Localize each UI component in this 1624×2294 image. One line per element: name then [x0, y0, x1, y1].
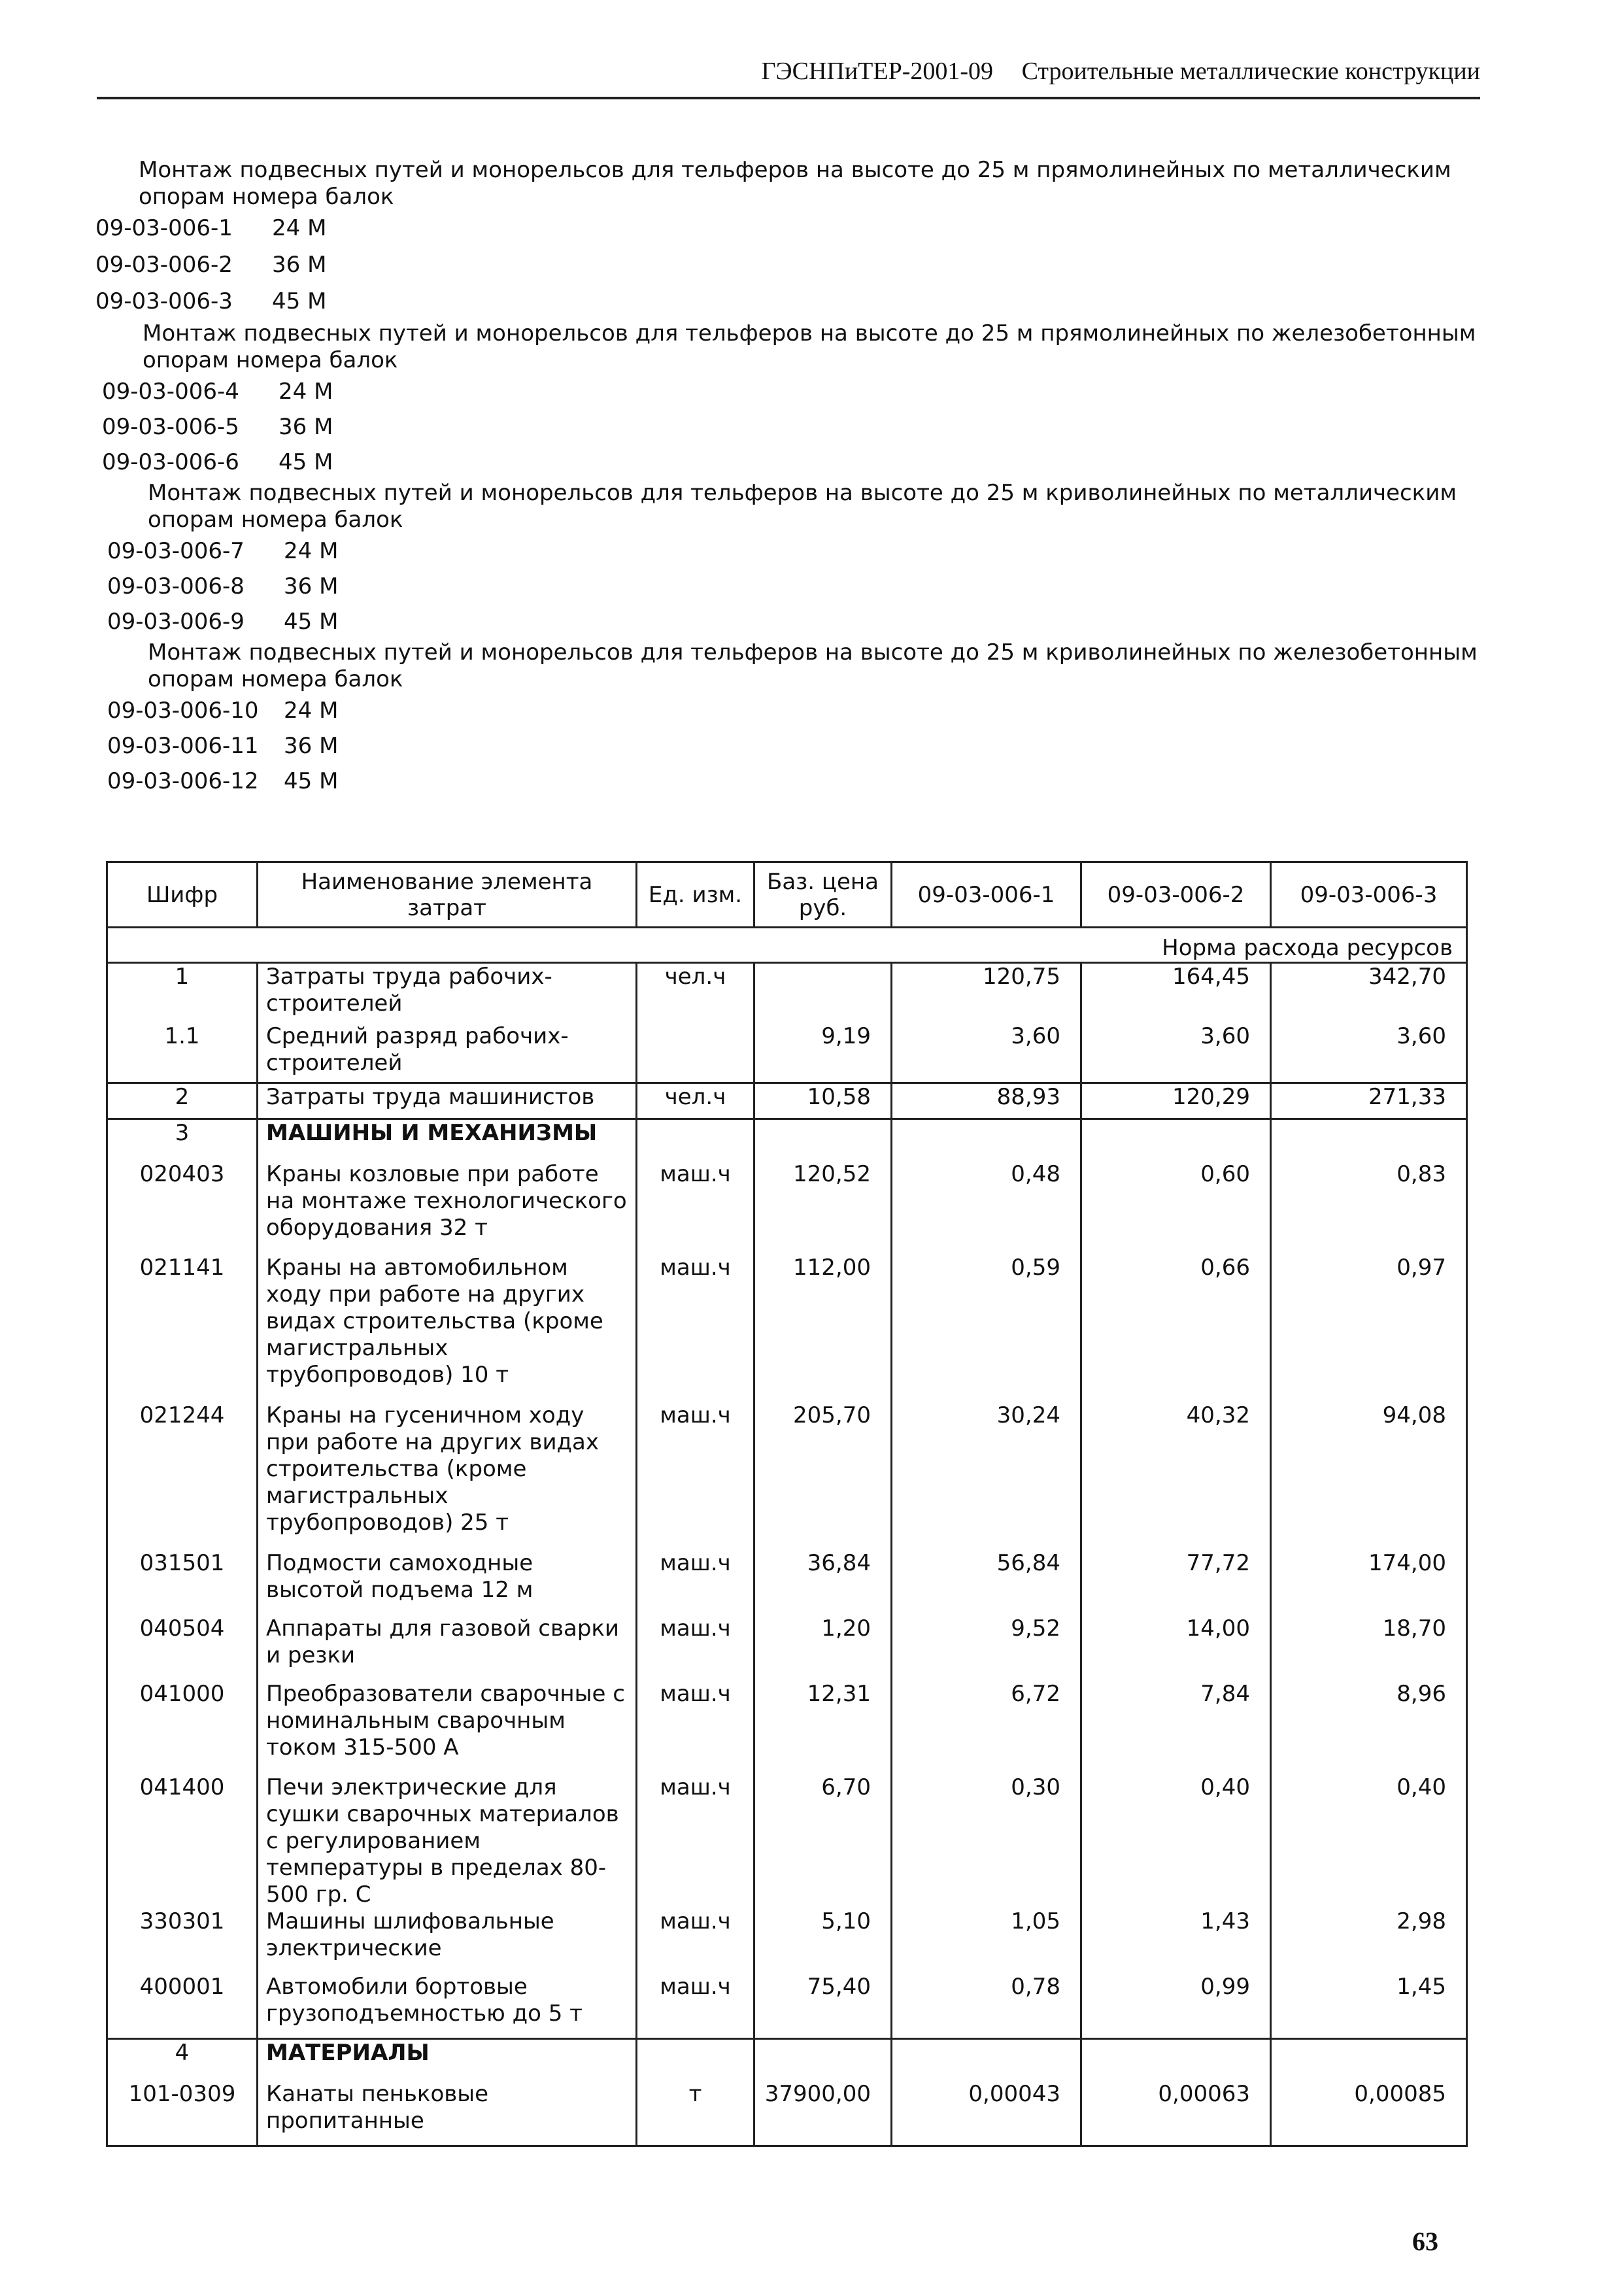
group-title: Монтаж подвесных путей и монорельсов для тельферов на высоте до 25 м криволинейных по металлическим опорам номера балок	[148, 480, 1457, 533]
code: 09-03-006-6	[102, 449, 239, 475]
cell-norm-3: 342,70	[1271, 963, 1467, 1023]
cell-name: Машины шлифовальные электрические	[258, 1908, 637, 1974]
cell-unit: маш.ч	[637, 1974, 754, 2039]
cell-unit: маш.ч	[637, 1615, 754, 1681]
code-row	[102, 409, 1484, 445]
cell-code: 021141	[107, 1255, 258, 1402]
code: 09-03-006-8	[107, 573, 245, 599]
cell-norm-1	[892, 1119, 1081, 1161]
code-row	[107, 604, 1484, 639]
cell-price: 6,70	[754, 1774, 892, 1908]
code-row	[95, 211, 1484, 247]
doc-code: ГЭСНПиТЕР-2001-09	[761, 58, 994, 85]
cell-norm-2: 0,60	[1081, 1161, 1271, 1255]
table-row	[107, 1161, 1467, 1255]
col-header-name: Наименование элемента затрат	[258, 862, 637, 928]
code: 09-03-006-11	[107, 733, 259, 759]
cell-name: Краны козловые при работе на монтаже технологического оборудования 32 т	[258, 1161, 637, 1255]
cell-norm-3: 3,60	[1271, 1023, 1467, 1083]
cell-name: Подмости самоходные высотой подъема 12 м	[258, 1550, 637, 1615]
code: 09-03-006-1	[95, 215, 233, 241]
cell-price	[754, 1119, 892, 1161]
cell-norm-2: 14,00	[1081, 1615, 1271, 1681]
intro-group	[95, 157, 1484, 320]
cell-code: 041000	[107, 1681, 258, 1774]
cell-norm-1: 88,93	[892, 1083, 1081, 1119]
cell-price: 205,70	[754, 1402, 892, 1550]
code-row	[107, 533, 1484, 569]
cell-norm-1: 6,72	[892, 1681, 1081, 1774]
cell-code: 101-0309	[107, 2081, 258, 2146]
cell-code: 040504	[107, 1615, 258, 1681]
cell-norm-1: 1,05	[892, 1908, 1081, 1974]
cell-norm-3	[1271, 1119, 1467, 1161]
cell-price: 120,52	[754, 1161, 892, 1255]
cell-unit: маш.ч	[637, 1402, 754, 1550]
beam-number: 45 М	[284, 609, 339, 635]
beam-number: 45 М	[272, 288, 327, 314]
cell-norm-1: 56,84	[892, 1550, 1081, 1615]
beam-number: 36 М	[284, 573, 339, 599]
code: 09-03-006-4	[102, 379, 239, 405]
code: 09-03-006-10	[107, 698, 259, 724]
cell-unit: маш.ч	[637, 1550, 754, 1615]
cell-unit: маш.ч	[637, 1774, 754, 1908]
cell-price: 1,20	[754, 1615, 892, 1681]
cell-price	[754, 2039, 892, 2081]
cell-norm-1: 0,30	[892, 1774, 1081, 1908]
cell-norm-2	[1081, 1119, 1271, 1161]
col-header-norm-3: 09-03-006-3	[1271, 862, 1467, 928]
cell-norm-3: 0,40	[1271, 1774, 1467, 1908]
cell-name: Аппараты для газовой сварки и резки	[258, 1615, 637, 1681]
cell-norm-3: 2,98	[1271, 1908, 1467, 1974]
section-heading: МАТЕРИАЛЫ	[258, 2039, 637, 2081]
cell-code: 021244	[107, 1402, 258, 1550]
cell-price: 37900,00	[754, 2081, 892, 2146]
cell-norm-2: 0,00063	[1081, 2081, 1271, 2146]
cell-price: 75,40	[754, 1974, 892, 2039]
running-header	[97, 46, 1480, 99]
cell-code: 3	[107, 1119, 258, 1161]
table-row	[107, 1774, 1467, 1908]
cell-norm-3: 8,96	[1271, 1681, 1467, 1774]
cell-name: Краны на автомобильном ходу при работе на других видах строительства (кроме магистральных трубопроводов) 10 т	[258, 1255, 637, 1402]
cell-code: 1.1	[107, 1023, 258, 1083]
cell-norm-3: 0,83	[1271, 1161, 1467, 1255]
page-number: 63	[1412, 2227, 1438, 2256]
code-row	[107, 569, 1484, 604]
intro-block	[95, 157, 1484, 799]
cell-code: 1	[107, 963, 258, 1023]
cell-name: Канаты пеньковые пропитанные	[258, 2081, 637, 2146]
cell-code: 031501	[107, 1550, 258, 1615]
cell-norm-2: 7,84	[1081, 1681, 1271, 1774]
cell-code: 4	[107, 2039, 258, 2081]
group-title: Монтаж подвесных путей и монорельсов для тельферов на высоте до 25 м криволинейных по железобетонным опорам номера балок	[148, 639, 1478, 692]
table-row	[107, 1402, 1467, 1550]
table-row	[107, 2039, 1467, 2081]
col-header-price: Баз. цена руб.	[754, 862, 892, 928]
cell-code: 020403	[107, 1161, 258, 1255]
cell-norm-1: 0,78	[892, 1974, 1081, 2039]
beam-number: 24 М	[279, 379, 333, 405]
cell-price: 9,19	[754, 1023, 892, 1083]
code: 09-03-006-12	[107, 768, 259, 794]
cell-norm-3: 0,00085	[1271, 2081, 1467, 2146]
beam-number: 24 М	[284, 698, 339, 724]
cell-code: 041400	[107, 1774, 258, 1908]
col-header-norm-1: 09-03-006-1	[892, 862, 1081, 928]
cell-code: 400001	[107, 1974, 258, 2039]
cell-norm-1: 9,52	[892, 1615, 1081, 1681]
cell-code: 2	[107, 1083, 258, 1119]
section-heading: МАШИНЫ И МЕХАНИЗМЫ	[258, 1119, 637, 1161]
cell-price: 36,84	[754, 1550, 892, 1615]
cell-price: 12,31	[754, 1681, 892, 1774]
table-row	[107, 1974, 1467, 2039]
table-row	[107, 1681, 1467, 1774]
cell-norm-3: 174,00	[1271, 1550, 1467, 1615]
code-row	[95, 247, 1484, 284]
beam-number: 24 М	[272, 215, 327, 241]
beam-number: 36 М	[279, 414, 333, 440]
code: 09-03-006-5	[102, 414, 239, 440]
cell-unit: маш.ч	[637, 1681, 754, 1774]
table-row	[107, 2081, 1467, 2146]
code-row	[95, 284, 1484, 320]
cell-unit: т	[637, 2081, 754, 2146]
cell-norm-3: 18,70	[1271, 1615, 1467, 1681]
cell-norm-1: 3,60	[892, 1023, 1081, 1083]
cell-unit: чел.ч	[637, 1083, 754, 1119]
code: 09-03-006-7	[107, 538, 245, 564]
cell-name: Преобразователи сварочные с номинальным сварочным током 315-500 А	[258, 1681, 637, 1774]
cell-norm-1: 30,24	[892, 1402, 1081, 1550]
cell-norm-2	[1081, 2039, 1271, 2081]
cell-norm-2: 164,45	[1081, 963, 1271, 1023]
beam-number: 45 М	[284, 768, 339, 794]
cell-norm-2: 3,60	[1081, 1023, 1271, 1083]
table-row	[107, 1119, 1467, 1161]
table-row	[107, 1550, 1467, 1615]
cell-norm-3: 1,45	[1271, 1974, 1467, 2039]
beam-number: 24 М	[284, 538, 339, 564]
intro-group	[102, 320, 1484, 480]
cell-norm-2: 0,99	[1081, 1974, 1271, 2039]
table-row	[107, 1255, 1467, 1402]
cell-unit	[637, 2039, 754, 2081]
cell-code: 330301	[107, 1908, 258, 1974]
resource-norms-table	[106, 861, 1468, 2147]
col-header-code: Шифр	[107, 862, 258, 928]
code-row	[102, 374, 1484, 409]
cell-norm-2: 40,32	[1081, 1402, 1271, 1550]
cell-name: Средний разряд рабочих-строителей	[258, 1023, 637, 1083]
code: 09-03-006-3	[95, 288, 233, 314]
cell-name: Затраты труда рабочих-строителей	[258, 963, 637, 1023]
group-title: Монтаж подвесных путей и монорельсов для тельферов на высоте до 25 м прямолинейных по металлическим опорам номера балок	[139, 157, 1451, 210]
cell-norm-3	[1271, 2039, 1467, 2081]
cell-norm-1: 0,59	[892, 1255, 1081, 1402]
cell-unit	[637, 1119, 754, 1161]
code: 09-03-006-9	[107, 609, 245, 635]
code-row	[107, 693, 1484, 728]
cell-norm-3: 94,08	[1271, 1402, 1467, 1550]
table-row	[107, 1083, 1467, 1119]
beam-number: 36 М	[284, 733, 339, 759]
cell-price: 5,10	[754, 1908, 892, 1974]
table-row	[107, 963, 1467, 1023]
col-header-norm-2: 09-03-006-2	[1081, 862, 1271, 928]
cell-unit: маш.ч	[637, 1908, 754, 1974]
intro-group	[107, 639, 1484, 799]
col-header-unit: Ед. изм.	[637, 862, 754, 928]
cell-unit: чел.ч	[637, 963, 754, 1023]
cell-name: Краны на гусеничном ходу при работе на других видах строительства (кроме магистральных трубопроводов) 25 т	[258, 1402, 637, 1550]
cell-name: Автомобили бортовые грузоподъемностью до 5 т	[258, 1974, 637, 2039]
cell-norm-2: 0,66	[1081, 1255, 1271, 1402]
beam-number: 45 М	[279, 449, 333, 475]
cell-norm-2: 120,29	[1081, 1083, 1271, 1119]
cell-norm-1: 120,75	[892, 963, 1081, 1023]
norma-row	[107, 928, 1467, 963]
cell-norm-1: 0,48	[892, 1161, 1081, 1255]
group-title: Монтаж подвесных путей и монорельсов для тельферов на высоте до 25 м прямолинейных по железобетонным опорам номера балок	[143, 320, 1476, 373]
cell-norm-1	[892, 2039, 1081, 2081]
cell-name: Затраты труда машинистов	[258, 1083, 637, 1119]
cell-price: 112,00	[754, 1255, 892, 1402]
cell-norm-3: 271,33	[1271, 1083, 1467, 1119]
cell-norm-1: 0,00043	[892, 2081, 1081, 2146]
cell-unit: маш.ч	[637, 1255, 754, 1402]
table-header-row	[107, 862, 1467, 928]
norma-label: Норма расхода ресурсов	[107, 928, 1467, 963]
table-row	[107, 1908, 1467, 1974]
code-row	[107, 764, 1484, 799]
cell-name: Печи электрические для сушки сварочных материалов с регулированием температуры в пределах 80-500 гр. С	[258, 1774, 637, 1908]
cell-unit: маш.ч	[637, 1161, 754, 1255]
code: 09-03-006-2	[95, 252, 233, 278]
code-row	[102, 445, 1484, 480]
doc-title: Строительные металлические конструкции	[1021, 58, 1480, 85]
cell-unit	[637, 1023, 754, 1083]
beam-number: 36 М	[272, 252, 327, 278]
table-row	[107, 1023, 1467, 1083]
intro-group	[107, 480, 1484, 639]
cell-price	[754, 963, 892, 1023]
cell-norm-2: 0,40	[1081, 1774, 1271, 1908]
cell-norm-2: 1,43	[1081, 1908, 1271, 1974]
code-row	[107, 728, 1484, 764]
cell-norm-3: 0,97	[1271, 1255, 1467, 1402]
table-row	[107, 1615, 1467, 1681]
cell-price: 10,58	[754, 1083, 892, 1119]
cell-norm-2: 77,72	[1081, 1550, 1271, 1615]
